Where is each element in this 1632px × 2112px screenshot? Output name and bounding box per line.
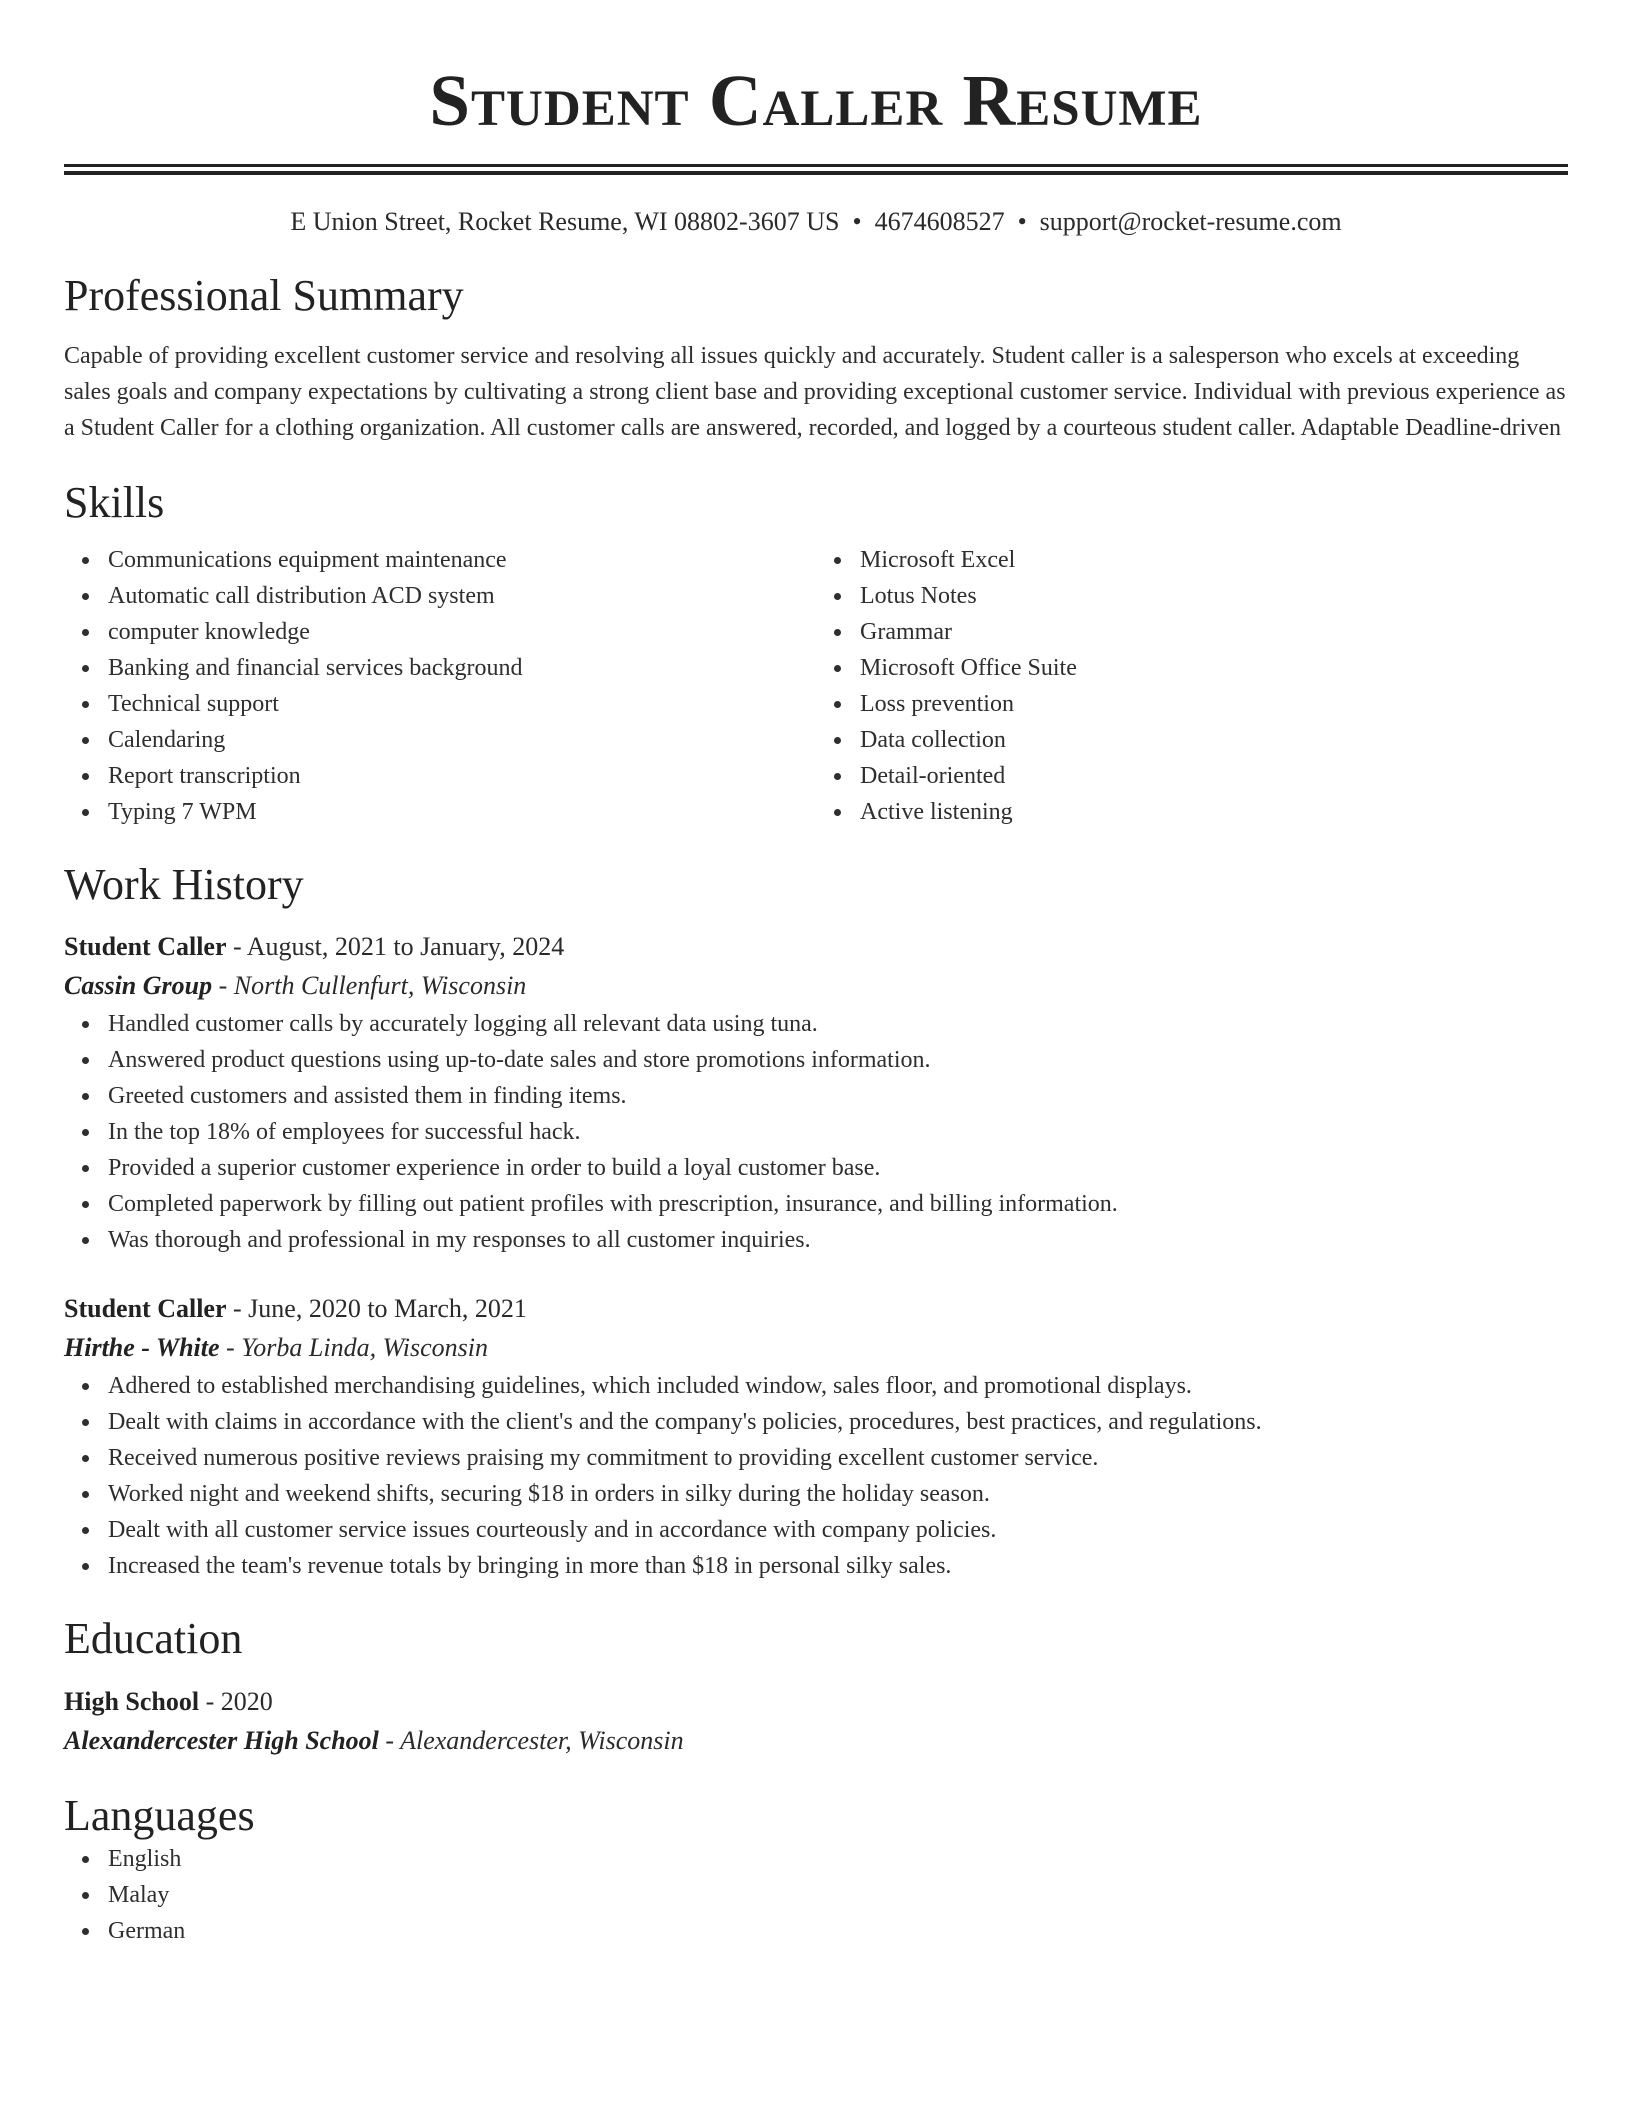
job-bullets [64, 1368, 1568, 1584]
skill-item: Microsoft Office Suite [860, 650, 1568, 686]
skill-item: Automatic call distribution ACD system [108, 578, 816, 614]
education-year: - 2020 [199, 1687, 273, 1716]
job-bullet: Dealt with all customer service issues courteously and in accordance with company policies. [108, 1512, 1568, 1548]
education-degree-line [64, 1683, 1568, 1721]
skill-item: Technical support [108, 686, 816, 722]
skill-item: Lotus Notes [860, 578, 1568, 614]
summary-heading: Professional Summary [64, 271, 464, 320]
job-company-line [64, 1328, 1568, 1368]
job-bullet: Provided a superior customer experience in order to build a loyal customer base. [108, 1150, 1568, 1186]
skill-item: Detail-oriented [860, 758, 1568, 794]
contact-address: E Union Street, Rocket Resume, WI 08802-3607 US [290, 207, 840, 236]
languages-list [64, 1841, 1568, 1949]
job-company: Cassin Group [64, 971, 213, 1000]
title-double-rule [64, 164, 1568, 175]
job-bullet: Dealt with claims in accordance with the client's and the company's policies, procedures, best practices, and regulations. [108, 1404, 1568, 1440]
job-entry [64, 928, 1568, 1258]
job-bullet: Completed paperwork by filling out patient profiles with prescription, insurance, and billing information. [108, 1186, 1568, 1222]
language-item: German [108, 1913, 1568, 1949]
job-role: Student Caller [64, 932, 227, 961]
education-heading: Education [64, 1614, 243, 1663]
job-dates: - August, 2021 to January, 2024 [226, 932, 565, 961]
job-bullets [64, 1006, 1568, 1258]
job-bullet: Handled customer calls by accurately logging all relevant data using tuna. [108, 1006, 1568, 1042]
skill-item: Active listening [860, 794, 1568, 830]
education-school: Alexandercester High School [64, 1726, 379, 1755]
job-entry [64, 1290, 1568, 1584]
skill-item: Typing 7 WPM [108, 794, 816, 830]
skill-item: Grammar [860, 614, 1568, 650]
skills-list-left [64, 542, 816, 830]
job-bullet: Answered product questions using up-to-date sales and store promotions information. [108, 1042, 1568, 1078]
skill-item: Report transcription [108, 758, 816, 794]
job-bullet: In the top 18% of employees for successful hack. [108, 1114, 1568, 1150]
skill-item: Calendaring [108, 722, 816, 758]
job-title-line [64, 1290, 1568, 1328]
contact-phone: 4674608527 [874, 207, 1005, 236]
contact-separator: • [1017, 207, 1027, 236]
education-school-line [64, 1721, 1568, 1761]
contact-email: support@rocket-resume.com [1039, 207, 1342, 236]
work-history-heading: Work History [64, 860, 304, 909]
summary-text: Capable of providing excellent customer service and resolving all issues quickly and accurately. Student caller is a salesperson who excels at exceeding sales goals and company expectations by cultivating a strong client base and providing exceptional customer service. Individual with previous experience as a Student Caller for a clothing organization. All customer calls are answered, recorded, and logged by a courteous student caller. Adaptable Deadline-driven [64, 343, 1566, 441]
contact-separator: • [852, 207, 862, 236]
languages-heading: Languages [64, 1791, 255, 1840]
skill-item: Communications equipment maintenance [108, 542, 816, 578]
job-bullet: Was thorough and professional in my responses to all customer inquiries. [108, 1222, 1568, 1258]
job-bullet: Worked night and weekend shifts, securing $18 in orders in silky during the holiday season. [108, 1476, 1568, 1512]
job-location: - Yorba Linda, Wisconsin [219, 1333, 489, 1362]
language-item: Malay [108, 1877, 1568, 1913]
skills-columns [64, 542, 1568, 830]
skill-item: Loss prevention [860, 686, 1568, 722]
job-bullet: Increased the team's revenue totals by bringing in more than $18 in personal silky sales. [108, 1548, 1568, 1584]
education-degree: High School [64, 1687, 200, 1716]
job-dates: - June, 2020 to March, 2021 [226, 1294, 527, 1323]
job-company-line [64, 966, 1568, 1006]
language-item: English [108, 1841, 1568, 1877]
job-role: Student Caller [64, 1294, 227, 1323]
skill-item: Data collection [860, 722, 1568, 758]
job-title-line [64, 928, 1568, 966]
skills-heading: Skills [64, 478, 165, 527]
job-bullet: Received numerous positive reviews praising my commitment to providing excellent customer service. [108, 1440, 1568, 1476]
job-company: Hirthe - White [64, 1333, 220, 1362]
skill-item: Banking and financial services background [108, 650, 816, 686]
skill-item: computer knowledge [108, 614, 816, 650]
job-location: - North Cullenfurt, Wisconsin [212, 971, 527, 1000]
job-bullet: Adhered to established merchandising guidelines, which included window, sales floor, and promotional displays. [108, 1368, 1568, 1404]
resume-title: Student Caller Resume [429, 60, 1203, 141]
skills-list-right [816, 542, 1568, 830]
skill-item: Microsoft Excel [860, 542, 1568, 578]
education-location: - Alexandercester, Wisconsin [378, 1726, 684, 1755]
job-bullet: Greeted customers and assisted them in finding items. [108, 1078, 1568, 1114]
contact-line [64, 206, 1568, 238]
